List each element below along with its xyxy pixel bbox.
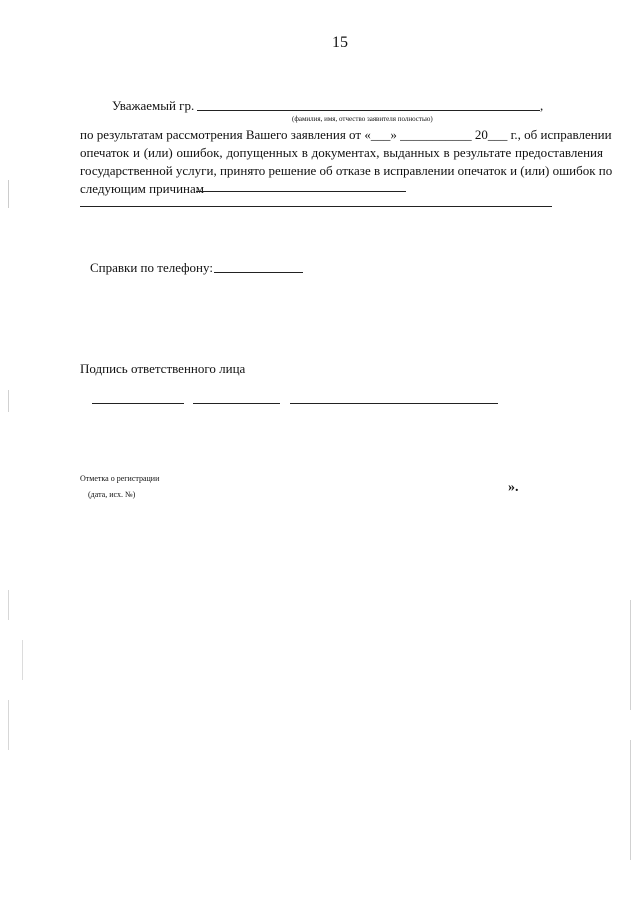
page-number: 15 [332,34,348,51]
applicant-name-caption: (фамилия, имя, отчество заявителя полностью) [292,115,433,123]
body-paragraph-line-4: следующим причинам [80,181,204,196]
scan-artifact [22,640,23,680]
scan-artifact [630,740,631,860]
signature-full-name-line[interactable] [290,403,498,404]
salutation-label: Уважаемый гр. [112,98,195,113]
registration-label: Отметка о регистрации [80,474,160,483]
body-paragraph-line-2: опечаток и (или) ошибок, допущенных в документах, выданных в результате предоставления [80,145,603,160]
scan-artifact [8,390,9,412]
phone-number-line[interactable] [214,272,303,273]
scan-artifact [8,590,9,620]
reasons-line[interactable] [196,191,406,192]
signature-position-line[interactable] [92,403,184,404]
scan-artifact [8,180,9,208]
closing-quote-mark: ». [508,480,519,495]
salutation-comma: , [540,98,544,113]
registration-sublabel: (дата, исх. №) [88,490,136,499]
signature-label: Подпись ответственного лица [80,361,246,376]
phone-label: Справки по телефону: [90,260,213,275]
scan-artifact [8,700,9,750]
body-paragraph-line-3: государственной услуги, принято решение об отказе в исправлении опечаток и (или) ошибок по [80,163,613,178]
applicant-name-line[interactable] [197,110,540,111]
body-paragraph-line-1: по результатам рассмотрения Вашего заявления от «___» ___________ 20___ г., об исправлении [80,127,612,142]
reasons-continuation-line[interactable] [80,206,552,207]
signature-line[interactable] [193,403,280,404]
scan-artifact [630,600,631,710]
